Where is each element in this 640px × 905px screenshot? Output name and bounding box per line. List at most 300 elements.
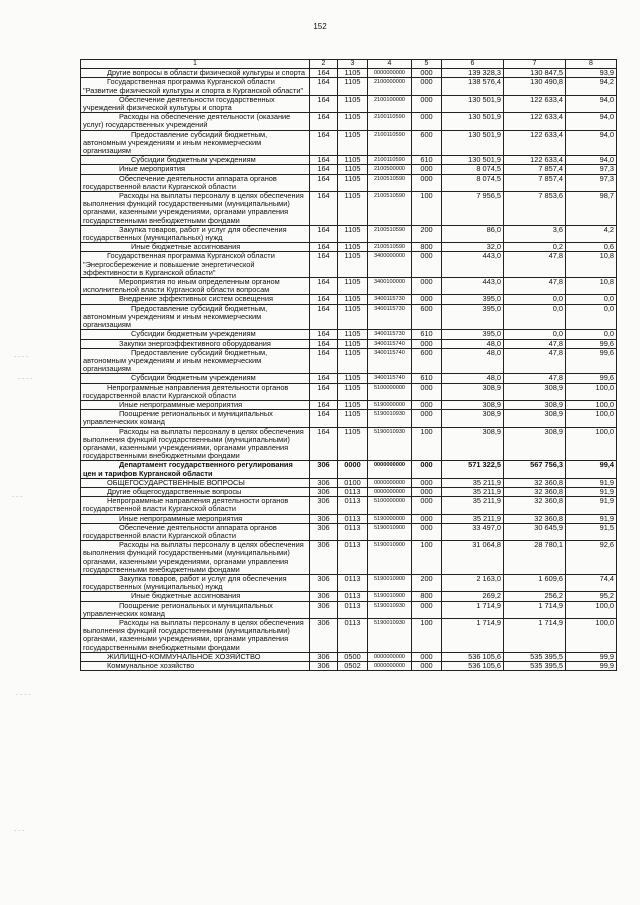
percent-cell: 0,0	[566, 330, 617, 339]
row-name-cell: Поощрение региональных и муниципальных управленческих команд	[81, 601, 310, 618]
actual-amount-cell: 30 645,9	[504, 523, 566, 540]
percent-cell: 100,0	[566, 400, 617, 409]
section-cell: 1105	[338, 69, 368, 78]
grbs-cell: 164	[310, 156, 338, 165]
plan-amount-cell: 536 105,6	[442, 662, 504, 671]
column-number: 1	[81, 60, 310, 69]
target-article-cell: 3400000000	[368, 252, 412, 278]
target-article-cell: 3400115740	[368, 348, 412, 374]
table-row	[81, 130, 617, 156]
row-name-cell: Обеспечение деятельности аппарата органов государственной власти Курганской области	[81, 523, 310, 540]
table-row	[81, 461, 617, 478]
plan-amount-cell: 308,9	[442, 410, 504, 427]
plan-amount-cell: 7 956,5	[442, 192, 504, 226]
plan-amount-cell: 35 211,9	[442, 478, 504, 487]
row-name-cell: Расходы на выплаты персоналу в целях обеспечения выполнения функций государственными (муниципальными) органами, казенными учреждениями, органами управления государственными внебюджетными фондами	[81, 541, 310, 575]
grbs-cell: 164	[310, 243, 338, 252]
actual-amount-cell: 1 714,9	[504, 601, 566, 618]
expense-type-cell: 100	[412, 427, 442, 461]
actual-amount-cell: 47,8	[504, 278, 566, 295]
expense-type-cell: 800	[412, 243, 442, 252]
margin-mark: - - - -	[18, 374, 33, 382]
row-name-cell: Обеспечение деятельности аппарата органов государственной власти Курганской области	[81, 174, 310, 191]
actual-amount-cell: 47,8	[504, 252, 566, 278]
actual-amount-cell: 7 857,4	[504, 165, 566, 174]
grbs-cell: 306	[310, 514, 338, 523]
margin-mark: - - - -	[16, 690, 31, 698]
expense-type-cell: 000	[412, 601, 442, 618]
grbs-cell: 306	[310, 652, 338, 661]
target-article-cell: 5190000000	[368, 514, 412, 523]
percent-cell: 94,0	[566, 130, 617, 156]
actual-amount-cell: 130 847,5	[504, 69, 566, 78]
grbs-cell: 306	[310, 541, 338, 575]
section-cell: 0113	[338, 487, 368, 496]
grbs-cell: 164	[310, 78, 338, 95]
target-article-cell: 3400115730	[368, 304, 412, 330]
table-row	[81, 295, 617, 304]
percent-cell: 100,0	[566, 410, 617, 427]
grbs-cell: 164	[310, 304, 338, 330]
grbs-cell: 306	[310, 461, 338, 478]
percent-cell: 91,9	[566, 497, 617, 514]
percent-cell: 4,2	[566, 225, 617, 242]
expense-type-cell: 800	[412, 592, 442, 601]
percent-cell: 100,0	[566, 601, 617, 618]
grbs-cell: 306	[310, 497, 338, 514]
target-article-cell: 2100110590	[368, 130, 412, 156]
grbs-cell: 164	[310, 225, 338, 242]
percent-cell: 94,2	[566, 78, 617, 95]
table-row	[81, 601, 617, 618]
actual-amount-cell: 0,0	[504, 295, 566, 304]
page-number: 152	[313, 22, 327, 31]
grbs-cell: 164	[310, 295, 338, 304]
target-article-cell: 0000000000	[368, 69, 412, 78]
section-cell: 1105	[338, 348, 368, 374]
section-cell: 1105	[338, 278, 368, 295]
actual-amount-cell: 32 360,8	[504, 497, 566, 514]
actual-amount-cell: 32 360,8	[504, 487, 566, 496]
row-name-cell: Государственная программа Курганской области "Энергосбережение и повышение энергетической эффективности в Курганской области"	[81, 252, 310, 278]
actual-amount-cell: 122 633,4	[504, 113, 566, 130]
grbs-cell: 164	[310, 330, 338, 339]
margin-mark: - - -	[14, 826, 25, 834]
table-row	[81, 619, 617, 653]
plan-amount-cell: 536 105,6	[442, 652, 504, 661]
row-name-cell: Расходы на обеспечение деятельности (оказание услуг) государственных учреждений	[81, 113, 310, 130]
section-cell: 0100	[338, 478, 368, 487]
row-name-cell: Субсидии бюджетным учреждениям	[81, 330, 310, 339]
target-article-cell: 3400100000	[368, 278, 412, 295]
table-row	[81, 497, 617, 514]
actual-amount-cell: 3,6	[504, 225, 566, 242]
row-name-cell: Поощрение региональных и муниципальных управленческих команд	[81, 410, 310, 427]
target-article-cell: 5190010900	[368, 574, 412, 591]
plan-amount-cell: 139 328,3	[442, 69, 504, 78]
expense-type-cell: 600	[412, 130, 442, 156]
plan-amount-cell: 8 074,5	[442, 174, 504, 191]
grbs-cell: 164	[310, 400, 338, 409]
grbs-cell: 164	[310, 95, 338, 112]
plan-amount-cell: 130 501,9	[442, 156, 504, 165]
percent-cell: 99,6	[566, 339, 617, 348]
target-article-cell: 0000000000	[368, 461, 412, 478]
actual-amount-cell: 122 633,4	[504, 156, 566, 165]
target-article-cell: 0000000000	[368, 487, 412, 496]
expense-type-cell: 000	[412, 461, 442, 478]
actual-amount-cell: 0,0	[504, 330, 566, 339]
section-cell: 1105	[338, 225, 368, 242]
expense-type-cell: 000	[412, 69, 442, 78]
grbs-cell: 164	[310, 113, 338, 130]
row-name-cell: Обеспечение деятельности государственных учреждений физической культуры и спорта	[81, 95, 310, 112]
plan-amount-cell: 1 714,9	[442, 619, 504, 653]
section-cell: 1105	[338, 192, 368, 226]
actual-amount-cell: 32 360,8	[504, 514, 566, 523]
target-article-cell: 5190010900	[368, 541, 412, 575]
target-article-cell: 3400115740	[368, 339, 412, 348]
expense-type-cell: 610	[412, 374, 442, 383]
target-article-cell: 5100000000	[368, 383, 412, 400]
percent-cell: 99,6	[566, 374, 617, 383]
section-cell: 0113	[338, 541, 368, 575]
column-number: 6	[442, 60, 504, 69]
row-name-cell: Непрограммные направления деятельности органов государственной власти Курганской области	[81, 383, 310, 400]
table-row	[81, 165, 617, 174]
expense-type-cell: 000	[412, 113, 442, 130]
row-name-cell: Другие общегосударственные вопросы	[81, 487, 310, 496]
row-name-cell: ОБЩЕГОСУДАРСТВЕННЫЕ ВОПРОСЫ	[81, 478, 310, 487]
plan-amount-cell: 138 576,4	[442, 78, 504, 95]
actual-amount-cell: 567 756,3	[504, 461, 566, 478]
table-row	[81, 278, 617, 295]
plan-amount-cell: 130 501,9	[442, 113, 504, 130]
target-article-cell: 2100110590	[368, 113, 412, 130]
expense-type-cell: 200	[412, 225, 442, 242]
expense-type-cell: 600	[412, 304, 442, 330]
plan-amount-cell: 395,0	[442, 295, 504, 304]
target-article-cell: 5100000000	[368, 497, 412, 514]
table-row	[81, 383, 617, 400]
target-article-cell: 2100510590	[368, 192, 412, 226]
expense-type-cell: 000	[412, 487, 442, 496]
expense-type-cell: 610	[412, 156, 442, 165]
section-cell: 1105	[338, 295, 368, 304]
table-row	[81, 662, 617, 671]
table-row	[81, 192, 617, 226]
section-cell: 0502	[338, 662, 368, 671]
plan-amount-cell: 2 163,0	[442, 574, 504, 591]
row-name-cell: Закупка товаров, работ и услуг для обеспечения государственных (муниципальных) нужд	[81, 574, 310, 591]
section-cell: 1105	[338, 156, 368, 165]
actual-amount-cell: 0,0	[504, 304, 566, 330]
column-number: 8	[566, 60, 617, 69]
grbs-cell: 164	[310, 174, 338, 191]
table-row	[81, 78, 617, 95]
grbs-cell: 164	[310, 339, 338, 348]
grbs-cell: 306	[310, 601, 338, 618]
section-cell: 0113	[338, 514, 368, 523]
expense-type-cell: 000	[412, 174, 442, 191]
row-name-cell: Расходы на выплаты персоналу в целях обеспечения выполнения функций государственными (муниципальными) органами, казенными учреждениями, органами управления государственными внебюджетными фондами	[81, 619, 310, 653]
expense-type-cell: 000	[412, 497, 442, 514]
grbs-cell: 164	[310, 278, 338, 295]
row-name-cell: Непрограммные направления деятельности органов государственной власти Курганской области	[81, 497, 310, 514]
budget-table	[80, 59, 617, 671]
plan-amount-cell: 130 501,9	[442, 95, 504, 112]
percent-cell: 99,4	[566, 461, 617, 478]
expense-type-cell: 000	[412, 662, 442, 671]
expense-type-cell: 000	[412, 523, 442, 540]
expense-type-cell: 000	[412, 278, 442, 295]
actual-amount-cell: 47,8	[504, 339, 566, 348]
actual-amount-cell: 122 633,4	[504, 95, 566, 112]
plan-amount-cell: 308,9	[442, 383, 504, 400]
margin-mark: - - -	[12, 492, 23, 500]
plan-amount-cell: 308,9	[442, 427, 504, 461]
row-name-cell: Закупка товаров, работ и услуг для обеспечения государственных (муниципальных) нужд	[81, 225, 310, 242]
section-cell: 1105	[338, 339, 368, 348]
row-name-cell: Предоставление субсидий бюджетным, автономным учреждениям и иным некоммерческим организациям	[81, 304, 310, 330]
target-article-cell: 5190010900	[368, 592, 412, 601]
plan-amount-cell: 571 322,5	[442, 461, 504, 478]
grbs-cell: 164	[310, 348, 338, 374]
percent-cell: 100,0	[566, 427, 617, 461]
target-article-cell: 2100500000	[368, 165, 412, 174]
section-cell: 1105	[338, 174, 368, 191]
row-name-cell: Иные бюджетные ассигнования	[81, 592, 310, 601]
target-article-cell: 2100100000	[368, 95, 412, 112]
section-cell: 0113	[338, 497, 368, 514]
column-number: 2	[310, 60, 338, 69]
grbs-cell: 306	[310, 574, 338, 591]
actual-amount-cell: 47,8	[504, 348, 566, 374]
expense-type-cell: 000	[412, 339, 442, 348]
table-row	[81, 427, 617, 461]
percent-cell: 91,9	[566, 478, 617, 487]
table-row	[81, 514, 617, 523]
actual-amount-cell: 256,2	[504, 592, 566, 601]
section-cell: 1105	[338, 304, 368, 330]
percent-cell: 0,0	[566, 304, 617, 330]
section-cell: 1105	[338, 330, 368, 339]
expense-type-cell: 000	[412, 78, 442, 95]
expense-type-cell: 000	[412, 410, 442, 427]
target-article-cell: 0000000000	[368, 478, 412, 487]
expense-type-cell: 000	[412, 252, 442, 278]
section-cell: 0113	[338, 619, 368, 653]
plan-amount-cell: 395,0	[442, 330, 504, 339]
plan-amount-cell: 48,0	[442, 348, 504, 374]
margin-mark: - - - -	[14, 352, 29, 360]
section-cell: 1105	[338, 374, 368, 383]
plan-amount-cell: 269,2	[442, 592, 504, 601]
row-name-cell: Закупки энергоэффективного оборудования	[81, 339, 310, 348]
plan-amount-cell: 35 211,9	[442, 514, 504, 523]
plan-amount-cell: 33 497,0	[442, 523, 504, 540]
target-article-cell: 5190010930	[368, 619, 412, 653]
expense-type-cell: 000	[412, 478, 442, 487]
grbs-cell: 164	[310, 252, 338, 278]
percent-cell: 99,6	[566, 348, 617, 374]
plan-amount-cell: 8 074,5	[442, 165, 504, 174]
actual-amount-cell: 308,9	[504, 410, 566, 427]
row-name-cell: Государственная программа Курганской области "Развитие физической культуры и спорта в Курганской области"	[81, 78, 310, 95]
grbs-cell: 306	[310, 487, 338, 496]
actual-amount-cell: 1 609,6	[504, 574, 566, 591]
actual-amount-cell: 308,9	[504, 383, 566, 400]
table-row	[81, 225, 617, 242]
row-name-cell: Иные непрограммные мероприятия	[81, 514, 310, 523]
expense-type-cell: 000	[412, 95, 442, 112]
table-row	[81, 348, 617, 374]
expense-type-cell: 000	[412, 400, 442, 409]
plan-amount-cell: 48,0	[442, 374, 504, 383]
plan-amount-cell: 1 714,9	[442, 601, 504, 618]
percent-cell: 10,8	[566, 252, 617, 278]
target-article-cell: 5190010900	[368, 523, 412, 540]
plan-amount-cell: 443,0	[442, 252, 504, 278]
table-row	[81, 410, 617, 427]
table-body	[81, 69, 617, 671]
percent-cell: 94,0	[566, 156, 617, 165]
section-cell: 1105	[338, 410, 368, 427]
percent-cell: 91,9	[566, 487, 617, 496]
plan-amount-cell: 31 064,8	[442, 541, 504, 575]
table-row	[81, 574, 617, 591]
actual-amount-cell: 308,9	[504, 427, 566, 461]
percent-cell: 94,0	[566, 113, 617, 130]
expense-type-cell: 000	[412, 295, 442, 304]
section-cell: 1105	[338, 113, 368, 130]
section-cell: 1105	[338, 95, 368, 112]
grbs-cell: 306	[310, 662, 338, 671]
actual-amount-cell: 32 360,8	[504, 478, 566, 487]
grbs-cell: 306	[310, 592, 338, 601]
expense-type-cell: 000	[412, 165, 442, 174]
section-cell: 1105	[338, 400, 368, 409]
table-row	[81, 523, 617, 540]
table-row	[81, 339, 617, 348]
percent-cell: 98,7	[566, 192, 617, 226]
percent-cell: 91,5	[566, 523, 617, 540]
row-name-cell: Коммунальное хозяйство	[81, 662, 310, 671]
section-cell: 1105	[338, 427, 368, 461]
row-name-cell: Иные непрограммные мероприятия	[81, 400, 310, 409]
plan-amount-cell: 130 501,9	[442, 130, 504, 156]
plan-amount-cell: 308,9	[442, 400, 504, 409]
section-cell: 0000	[338, 461, 368, 478]
table-row	[81, 541, 617, 575]
percent-cell: 91,9	[566, 514, 617, 523]
target-article-cell: 3400115730	[368, 330, 412, 339]
row-name-cell: Субсидии бюджетным учреждениям	[81, 374, 310, 383]
section-cell: 0113	[338, 601, 368, 618]
plan-amount-cell: 48,0	[442, 339, 504, 348]
table-row	[81, 174, 617, 191]
section-cell: 0113	[338, 592, 368, 601]
actual-amount-cell: 535 395,5	[504, 662, 566, 671]
percent-cell: 94,0	[566, 95, 617, 112]
table-row	[81, 592, 617, 601]
plan-amount-cell: 395,0	[442, 304, 504, 330]
percent-cell: 74,4	[566, 574, 617, 591]
target-article-cell: 5190000000	[368, 400, 412, 409]
grbs-cell: 164	[310, 374, 338, 383]
percent-cell: 100,0	[566, 383, 617, 400]
expense-type-cell: 100	[412, 541, 442, 575]
percent-cell: 100,0	[566, 619, 617, 653]
row-name-cell: Расходы на выплаты персоналу в целях обеспечения выполнения функций государственными (муниципальными) органами, казенными учреждениями, органами управления государственными внебюджетными фондами	[81, 427, 310, 461]
section-cell: 1105	[338, 78, 368, 95]
percent-cell: 10,8	[566, 278, 617, 295]
actual-amount-cell: 0,2	[504, 243, 566, 252]
actual-amount-cell: 122 633,4	[504, 130, 566, 156]
section-cell: 1105	[338, 243, 368, 252]
section-cell: 1105	[338, 252, 368, 278]
percent-cell: 0,6	[566, 243, 617, 252]
table-row	[81, 374, 617, 383]
actual-amount-cell: 47,8	[504, 374, 566, 383]
grbs-cell: 164	[310, 69, 338, 78]
target-article-cell: 2100510590	[368, 174, 412, 191]
actual-amount-cell: 7 857,4	[504, 174, 566, 191]
actual-amount-cell: 308,9	[504, 400, 566, 409]
table-row	[81, 304, 617, 330]
row-name-cell: Иные бюджетные ассигнования	[81, 243, 310, 252]
section-cell: 1105	[338, 383, 368, 400]
actual-amount-cell: 28 780,1	[504, 541, 566, 575]
percent-cell: 93,9	[566, 69, 617, 78]
column-number: 3	[338, 60, 368, 69]
expense-type-cell: 000	[412, 383, 442, 400]
target-article-cell: 5190010930	[368, 427, 412, 461]
expense-type-cell: 100	[412, 619, 442, 653]
table-row	[81, 252, 617, 278]
row-name-cell: Внедрение эффективных систем освещения	[81, 295, 310, 304]
target-article-cell: 2100510590	[368, 243, 412, 252]
target-article-cell: 2100510590	[368, 225, 412, 242]
actual-amount-cell: 535 395,5	[504, 652, 566, 661]
expense-type-cell: 100	[412, 192, 442, 226]
row-name-cell: Предоставление субсидий бюджетным, автономным учреждениям и иным некоммерческим организациям	[81, 348, 310, 374]
percent-cell: 99,9	[566, 662, 617, 671]
target-article-cell: 3400115730	[368, 295, 412, 304]
column-number: 5	[412, 60, 442, 69]
actual-amount-cell: 130 490,8	[504, 78, 566, 95]
grbs-cell: 164	[310, 410, 338, 427]
target-article-cell: 5190010930	[368, 410, 412, 427]
percent-cell: 97,3	[566, 174, 617, 191]
target-article-cell: 0000000000	[368, 652, 412, 661]
row-name-cell: Мероприятия по иным определенным органом исполнительной власти Курганской области вопросам	[81, 278, 310, 295]
section-cell: 0113	[338, 523, 368, 540]
table-row	[81, 95, 617, 112]
plan-amount-cell: 86,0	[442, 225, 504, 242]
percent-cell: 92,6	[566, 541, 617, 575]
grbs-cell: 306	[310, 619, 338, 653]
target-article-cell: 0000000000	[368, 662, 412, 671]
grbs-cell: 164	[310, 427, 338, 461]
expense-type-cell: 610	[412, 330, 442, 339]
row-name-cell: Субсидии бюджетным учреждениям	[81, 156, 310, 165]
percent-cell: 95,2	[566, 592, 617, 601]
section-cell: 0113	[338, 574, 368, 591]
column-number: 7	[504, 60, 566, 69]
plan-amount-cell: 35 211,9	[442, 487, 504, 496]
row-name-cell: ЖИЛИЩНО-КОММУНАЛЬНОЕ ХОЗЯЙСТВО	[81, 652, 310, 661]
